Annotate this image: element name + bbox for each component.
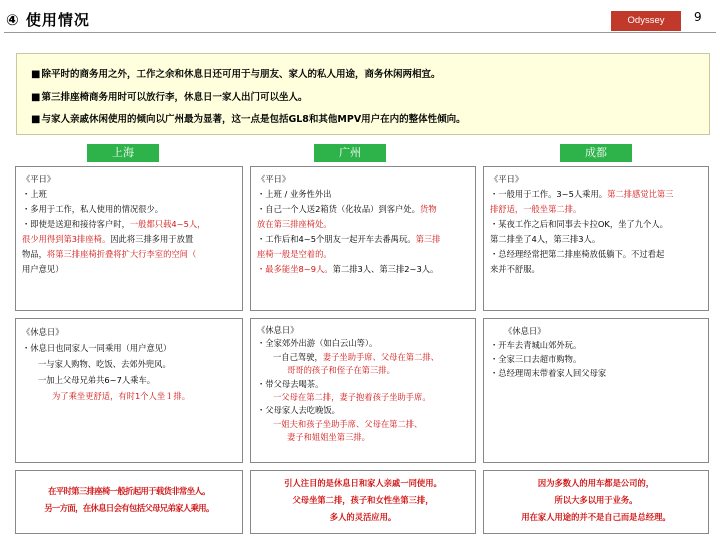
summary-box — [16, 53, 710, 135]
conclusion-box-shanghai: 在平时第三排座椅一般折起用于载货非常坐人。 另一方面，在休息日会有包括父母兄弟家人乘用。 — [15, 470, 243, 534]
holiday-box-chengdu: 《休息日》 ・开车去青城山郊外玩。 ・全家三口去超市购物。 ・总经理周末带着家人回父母家 — [483, 318, 709, 463]
summary-line: ■与家人亲戚休闲使用的倾向以广州最为显著，这一点是包括GL8和其他MPV用户在内的整体性倾向。 — [31, 114, 466, 125]
city-label-shanghai: 上海 — [87, 144, 159, 162]
title-divider — [4, 32, 716, 33]
holiday-box-guangzhou: 《休息日》 ・全家郊外出游（如白云山等）。 一自己驾驶，妻子坐助手席、父母在第二排、 哥哥的孩子和侄子在第三排。 ・带父母去喝茶。 一父母在第二排，妻子抱着孩子坐助手席。 ・父母家人去吃晚饭。 一姐夫和孩子坐助手席、父母在第二排、 妻子和姐姐坐第三排。 — [250, 318, 476, 463]
page-title: ④ 使用情况 — [6, 11, 90, 29]
brand-badge: Odyssey — [611, 11, 681, 31]
summary-line: ■除平时的商务用之外，工作之余和休息日还可用于与朋友、家人的私人用途，商务休闲两相宜。 — [31, 69, 441, 80]
weekday-box-chengdu: 《平日》 ・一般用于工作。3~5人乘用。第二排感觉比第三 排舒适，一般坐第二排。 ・某夜工作之后和同事去卡拉OK，坐了九个人。 第二排坐了4人，第三排3人。 ・总经理经常把第二排座椅放低躺下。不过看起 来并不舒服。 — [483, 166, 709, 311]
summary-line: ■第三排座椅商务用时可以放行李，休息日一家人出门可以坐人。 — [31, 92, 308, 103]
conclusion-box-chengdu: 因为多数人的用车都是公司的， 所以大多以用于业务。 用在家人用途的并不是自己而是总经理。 — [483, 470, 709, 534]
city-label-chengdu: 成都 — [560, 144, 632, 162]
weekday-box-shanghai: 《平日》 ・上班 ・多用于工作，私人使用的情况很少。 ・即使是送迎和接待客户时，一般都只载4~5人， 很少用得到第3排座椅。因此将三排多用于放置 物品，将第三排座椅折叠将扩大行李室的空间（ 用户意见） — [15, 166, 243, 311]
city-label-guangzhou: 广州 — [314, 144, 386, 162]
holiday-box-shanghai: 《休息日》 ・休息日也同家人一同乘用（用户意见） 一与家人购物、吃饭、去郊外兜风。 一加上父母兄弟共6~7人乘车。 为了乘坐更舒适，有时1个人坐１排。 — [15, 318, 243, 463]
conclusion-box-guangzhou: 引人注目的是休息日和家人亲戚一同使用。 父母坐第二排，孩子和女性坐第三排， 多人的灵活应用。 — [250, 470, 476, 534]
weekday-box-guangzhou: 《平日》 ・上班 / 业务性外出 ・自己一个人送2箱货（化妆品）到客户处。货物 放在第三排座椅处。 ・工作后和4~5个朋友一起开车去番禺玩。第三排 座椅一般是空着的。 ・最多能坐8~9人。第二排3人、第三排2~3人。 — [250, 166, 476, 311]
page-number: 9 — [694, 10, 702, 24]
